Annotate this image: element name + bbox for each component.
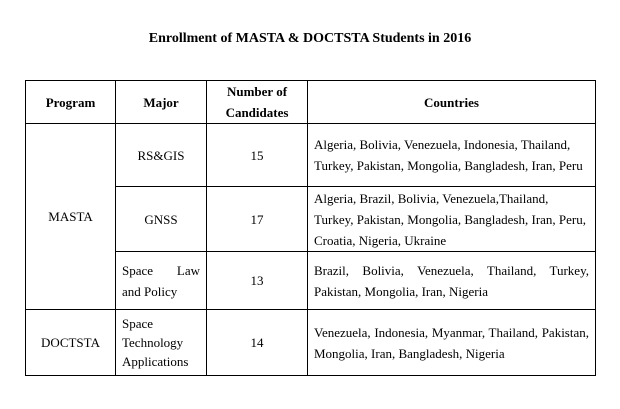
countries-cell: Venezuela, Indonesia, Myanmar, Thailand, Pakistan, Mongolia, Iran, Bangladesh, Nigeria (308, 310, 596, 376)
header-program: Program (26, 81, 116, 124)
major-cell: Space Technology Applications (116, 310, 207, 376)
table-row (26, 310, 596, 376)
number-cell: 14 (207, 310, 308, 376)
number-cell: 15 (207, 124, 308, 187)
enrollment-table (25, 80, 596, 376)
number-cell: 17 (207, 187, 308, 252)
table-title: Enrollment of MASTA & DOCTSTA Students in 2016 (148, 31, 472, 46)
number-cell: 13 (207, 252, 308, 310)
header-countries: Countries (308, 81, 596, 124)
countries-cell: Algeria, Bolivia, Venezuela, Indonesia, Thailand, Turkey, Pakistan, Mongolia, Bangladesh, Iran, Peru (308, 124, 596, 187)
table-row (26, 124, 596, 187)
header-major: Major (116, 81, 207, 124)
program-cell-doctsta: DOCTSTA (26, 310, 116, 376)
countries-cell: Algeria, Brazil, Bolivia, Venezuela,Thailand, Turkey, Pakistan, Mongolia, Bangladesh, Iran, Peru, Croatia, Nigeria, Ukraine (308, 187, 596, 252)
program-cell-masta: MASTA (26, 124, 116, 310)
countries-cell: Brazil, Bolivia, Venezuela, Thailand, Turkey, Pakistan, Mongolia, Iran, Nigeria (308, 252, 596, 310)
major-cell: Space Law and Policy (116, 252, 207, 310)
header-row (26, 81, 596, 124)
header-number: Number of Candidates (207, 81, 308, 124)
major-cell: GNSS (116, 187, 207, 252)
major-cell: RS&GIS (116, 124, 207, 187)
